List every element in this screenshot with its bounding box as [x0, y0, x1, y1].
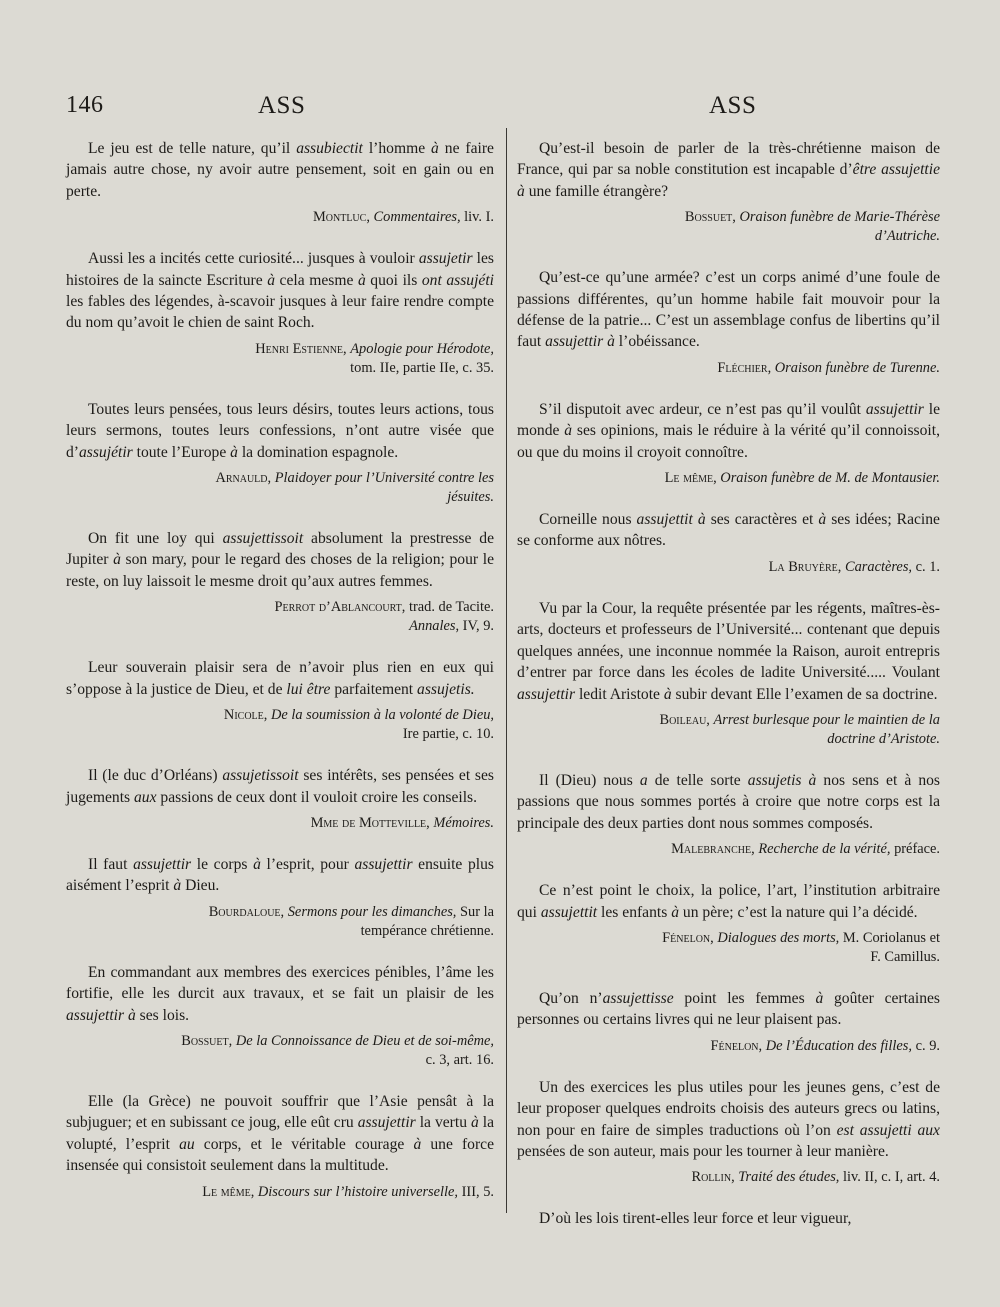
author-name: Montluc — [312, 209, 367, 226]
italic-text: assujettir — [357, 1114, 416, 1132]
text-run: ses opinions, mais le réduire à la vérité qu’il connoissoit, ou que du moins il croyoit connoître. — [517, 422, 940, 461]
italic-text: assujettir à — [545, 333, 615, 351]
italic-text: assujettisse — [602, 989, 674, 1007]
text-run: ne faire jamais autre chose, ny avoir autre pensement, soit en gain ou en perte. — [66, 140, 494, 200]
italic-text: à — [815, 989, 824, 1007]
italic-text: aux — [134, 788, 157, 806]
italic-text: Annales — [409, 618, 456, 635]
italic-text: assujettir — [354, 855, 413, 873]
quotation — [66, 657, 494, 700]
text-run: Qu’est-ce qu’une armée? c’est un corps animé d’une foule de passions différentes, qu’un homme habile fait mouvoir pour la défense de la patrie... C’est un assemblage confus de libertins qu’il faut — [517, 269, 940, 351]
text-run: Qu’on n’ — [539, 989, 603, 1007]
citation — [66, 208, 494, 227]
text-run: ses lois. — [135, 1006, 190, 1024]
author-name: Arnauld — [215, 470, 268, 487]
italic-text: Discours sur l’histoire universelle, — [257, 1183, 459, 1200]
text-run: , — [710, 929, 718, 946]
text-run: la volupté, l’esprit — [66, 1114, 494, 1153]
text-run: liv. II, c. I, art. 4. — [839, 1169, 940, 1186]
text-run: Ce n’est point le choix, la police, l’art, l’institution arbitraire qui — [517, 882, 940, 921]
text-run: une force insensée qui consistoit seulement dans la multitude. — [66, 1135, 495, 1175]
running-head-left: ASS — [258, 92, 306, 119]
italic-text: à — [253, 855, 261, 873]
citation — [517, 558, 940, 577]
italic-text: ont assujéti — [421, 271, 495, 289]
author-name: Bourdaloue — [208, 903, 281, 920]
text-run: quoi ils — [365, 271, 422, 289]
italic-text: à — [267, 271, 275, 289]
italic-text: être assujettie à — [517, 161, 941, 200]
italic-text: assujetissoit — [222, 767, 299, 785]
citation — [66, 1183, 494, 1202]
quotation — [517, 598, 940, 705]
text-run: , — [731, 1169, 739, 1186]
text-run: liv. I. — [460, 209, 494, 226]
text-run: ledit Aristote — [575, 685, 664, 703]
citation — [66, 469, 494, 507]
text-run: les fables des légendes, à-scavoir jusques à leur faire rendre compte du nom qu’avoit le chien de saint Roch. — [66, 293, 494, 332]
italic-text: à — [413, 1135, 422, 1153]
text-run: de telle sorte — [647, 771, 748, 789]
italic-text: Recherche de la vérité, — [758, 841, 891, 858]
author-name: Perrot d’Ablancourt — [274, 599, 402, 616]
running-head-right: ASS — [709, 92, 757, 119]
italic-text: est assujetti aux — [836, 1121, 940, 1139]
italic-text: assujettit — [540, 903, 598, 921]
italic-text: Commentaires, — [373, 209, 461, 226]
italic-text: à — [127, 1006, 136, 1024]
quotation — [66, 854, 494, 897]
quotation — [517, 399, 940, 463]
quotation — [517, 880, 940, 923]
author-name: Fléchier — [717, 359, 768, 376]
italic-text: Oraison funèbre de Marie-Thérèse — [739, 209, 940, 226]
italic-text: De la soumission à la volonté de Dieu, — [270, 707, 494, 724]
italic-text: assujétir — [79, 443, 133, 461]
text-run: goûter certaines personnes ou certains livres qui ne leur plaisent pas. — [517, 989, 940, 1029]
italic-text: assujettit à — [636, 511, 706, 529]
text-run: passions de ceux dont il vouloit croire les conseils. — [156, 788, 477, 806]
right-column — [517, 138, 940, 1236]
quotation — [517, 267, 940, 353]
text-run: ses idées; Racine se conforme aux nôtres. — [517, 511, 940, 550]
author-name: Boileau — [659, 711, 707, 728]
quotation — [66, 399, 494, 463]
quotation — [517, 138, 940, 202]
author-name: Fénelon — [662, 929, 711, 946]
citation — [517, 711, 940, 749]
author-name: Malebranche — [671, 841, 752, 858]
italic-text: assujettir — [66, 1006, 125, 1024]
text-run: , trad. de Tacite. — [401, 599, 494, 616]
text-run: , — [366, 209, 374, 226]
italic-text: a — [639, 771, 648, 789]
text-run: toute l’Europe — [132, 443, 231, 461]
text-run: la vertu — [415, 1114, 471, 1132]
text-run: subir devant Elle l’examen de sa doctrine. — [671, 685, 938, 703]
italic-text: doctrine d’Aristote. — [827, 730, 940, 747]
italic-text: lui être — [286, 680, 331, 698]
italic-text: assujetis à — [747, 771, 817, 789]
citation — [66, 706, 494, 744]
quotation — [517, 1208, 940, 1229]
text-run: Vu par la Cour, la requête présentée par les régents, maîtres-ès-arts, docteurs et professeurs de l’Université... contenant que depuis quelques années, une inconnue nommée la Raison, auroit entrepris d’entrer par force dans les écoles de ladite Université..... Voulant — [517, 599, 940, 682]
quotation — [517, 509, 940, 552]
citation — [66, 903, 494, 941]
text-run: III, 5. — [458, 1183, 494, 1200]
quotation — [66, 248, 494, 334]
citation — [66, 1032, 494, 1070]
text-run: Sur la — [456, 903, 494, 920]
author-name: Bossuet — [181, 1032, 229, 1049]
citation — [517, 469, 940, 488]
italic-text: assujettir — [865, 400, 924, 418]
text-run: l’obéissance. — [614, 333, 700, 351]
italic-text: à — [671, 903, 680, 921]
text-run: Il (le duc d’Orléans) — [88, 767, 223, 785]
text-run: la domination espagnole. — [237, 443, 399, 461]
italic-text: Dialogues des morts, — [717, 929, 840, 946]
italic-text: à — [470, 1114, 479, 1132]
italic-text: assujettir — [133, 855, 192, 873]
italic-text: Sermons pour les dimanches, — [287, 903, 457, 920]
text-run: le monde — [517, 400, 940, 440]
italic-text: à — [113, 551, 121, 569]
italic-text: Arrest burlesque pour le maintien de la — [713, 711, 940, 728]
text-run: Leur souverain plaisir sera de n’avoir plus rien en eux qui s’oppose à la justice de Dieu, et de — [66, 659, 494, 698]
text-run: nos sens et à nos passions que nous sommes portés à croire que notre corps est la principale des deux parties dont nous sommes composés. — [517, 771, 940, 832]
text-run: point les femmes — [673, 989, 816, 1007]
text-run: tempérance chrétienne. — [360, 922, 494, 939]
text-run: une famille étrangère? — [524, 182, 669, 200]
text-run: , — [732, 209, 740, 226]
column-divider — [506, 128, 507, 1213]
text-run: ses caractères et — [705, 511, 819, 529]
text-run: parfaitement — [330, 680, 418, 698]
text-run: , IV, 9. — [455, 618, 494, 635]
author-name: Le même — [202, 1183, 251, 1200]
page-number: 146 — [66, 92, 104, 118]
text-run: Il (Dieu) nous — [539, 771, 640, 789]
text-run: Corneille nous — [539, 511, 637, 529]
italic-text: à — [564, 422, 573, 440]
italic-text: à — [357, 271, 366, 289]
author-name: Henri Estienne — [255, 340, 344, 357]
text-run: ensuite plus aisément l’esprit — [66, 855, 494, 895]
citation — [66, 340, 494, 378]
text-run: S’il disputoit avec ardeur, ce n’est pas qu’il voulût — [539, 400, 866, 418]
citation — [517, 208, 940, 246]
italic-text: assujettir — [517, 685, 576, 703]
text-run: les histoires de la saincte Escriture — [66, 250, 494, 289]
text-run: , — [713, 470, 721, 487]
text-run: , — [767, 359, 775, 376]
italic-text: Apologie pour Hérodote, — [350, 340, 494, 357]
italic-text: à — [431, 140, 439, 157]
text-run: Un des exercices les plus utiles pour les jeunes gens, c’est de leur proposer quelques endroits choisis des auteurs grecs ou latins, non pour en faire de simples traductions où l’on — [517, 1078, 940, 1139]
text-run: , — [250, 1183, 258, 1200]
italic-text: Plaidoyer pour l’Université contre les — [274, 470, 494, 487]
citation — [517, 1037, 940, 1056]
italic-text: à — [230, 443, 238, 461]
text-run: absolument la prestresse de Jupiter — [66, 530, 494, 569]
citation — [66, 814, 494, 833]
italic-text: De la Connoissance de Dieu et de soi-même, — [235, 1032, 494, 1049]
text-run: F. Camillus. — [870, 948, 940, 965]
quotation — [66, 528, 494, 592]
text-run: c. 9. — [912, 1037, 940, 1054]
text-run: corps, et le véritable courage — [194, 1135, 414, 1153]
citation — [517, 929, 940, 967]
text-run: l’esprit, pour — [260, 855, 355, 873]
text-run: pensées de son auteur, mais pour les tourner à leur manière. — [517, 1142, 889, 1160]
text-run: Il faut — [88, 855, 134, 873]
italic-text: à — [663, 685, 672, 703]
text-run: Aussi les a incités cette curiosité... jusques à vouloir — [88, 250, 419, 268]
text-run: , — [751, 841, 759, 858]
author-name: La Bruyère — [768, 558, 838, 575]
text-run: le corps — [191, 855, 254, 873]
italic-text: assujetir — [418, 250, 473, 268]
italic-text: à — [173, 877, 182, 895]
text-run: Ire partie, c. 10. — [402, 726, 494, 743]
author-name: Fénelon — [710, 1037, 759, 1054]
text-run: Dieu. — [181, 877, 220, 895]
text-run: Qu’est-il besoin de parler de la très-chrétienne maison de France, qui par sa noble constitution est incapable d’ — [517, 140, 940, 179]
citation — [517, 359, 940, 378]
text-run: cela mesme — [274, 271, 358, 289]
citation — [517, 840, 940, 859]
text-run: c. 3, art. 16. — [425, 1051, 494, 1068]
text-run: On fit une loy qui — [88, 530, 223, 548]
italic-text: De l’Éducation des filles, — [765, 1037, 913, 1054]
italic-text: Mémoires. — [433, 814, 494, 831]
author-name: Rollin — [691, 1169, 732, 1186]
author-name: Nicole — [223, 707, 264, 724]
italic-text: assujettissoit — [222, 530, 304, 548]
italic-text: au — [179, 1135, 195, 1153]
text-run: , — [343, 340, 351, 357]
citation — [66, 598, 494, 636]
text-run: Elle (la Grèce) ne pouvoit souffrir que l’Asie pensât à la subjuguer; et en subissant ce joug, elle eût cru — [66, 1092, 494, 1132]
italic-text: assujetis. — [417, 680, 475, 698]
text-run: son mary, pour le regard des choses de la religion; pour le reste, on luy laissoit le mesme droit qu’aux autres femmes. — [66, 551, 494, 590]
quotation — [66, 1091, 494, 1177]
author-name: Le même — [664, 470, 714, 487]
quotation — [66, 138, 494, 202]
text-run: Le jeu est de telle nature, qu’il — [88, 140, 297, 157]
text-run: , — [228, 1032, 236, 1049]
text-run: un père; c’est la nature qui l’a décidé. — [679, 903, 918, 921]
quotation — [66, 962, 494, 1026]
author-name: Bossuet — [684, 209, 733, 226]
italic-text: d’Autriche. — [874, 228, 940, 245]
italic-text: assubiectit — [296, 140, 363, 157]
italic-text: Caractères, — [845, 558, 913, 575]
author-name: Mme de Motteville — [310, 814, 427, 831]
italic-text: Oraison funèbre de M. de Montausier. — [720, 470, 940, 487]
text-run: , — [837, 558, 845, 575]
italic-text: à — [818, 511, 827, 529]
quotation — [517, 988, 940, 1031]
text-run: M. Coriolanus et — [839, 929, 940, 946]
quotation — [66, 765, 494, 808]
quotation — [517, 770, 940, 834]
text-run: Toutes leurs pensées, tous leurs désirs, toutes leurs actions, tous leurs sermons, toutes leurs confessions, n’ont autre visée que d’ — [66, 400, 494, 461]
italic-text: Traité des études, — [738, 1169, 840, 1186]
text-run: c. 1. — [912, 558, 940, 575]
text-run: préface. — [890, 841, 940, 858]
text-run: , — [758, 1037, 766, 1054]
text-run: , — [706, 711, 714, 728]
text-run: , — [267, 470, 275, 487]
text-run: tom. IIe, partie IIe, c. 35. — [350, 359, 494, 376]
text-run: , — [426, 814, 434, 831]
text-run: , — [263, 707, 271, 724]
italic-text: Oraison funèbre de Turenne. — [774, 359, 940, 376]
citation — [517, 1168, 940, 1187]
quotation — [517, 1077, 940, 1163]
text-run: l’homme — [362, 140, 432, 157]
left-column — [66, 138, 494, 1223]
text-run: les enfants — [597, 903, 672, 921]
text-run: D’où les lois tirent-elles leur force et leur vigueur, — [539, 1210, 852, 1228]
text-run: ses intérêts, ses pensées et ses jugements — [66, 767, 494, 806]
text-run: , — [280, 903, 288, 920]
text-run: En commandant aux membres des exercices pénibles, l’âme les fortifie, elle les durcit aux travaux, et se fait un plaisir de les — [66, 963, 494, 1003]
italic-text: jésuites. — [447, 489, 494, 506]
